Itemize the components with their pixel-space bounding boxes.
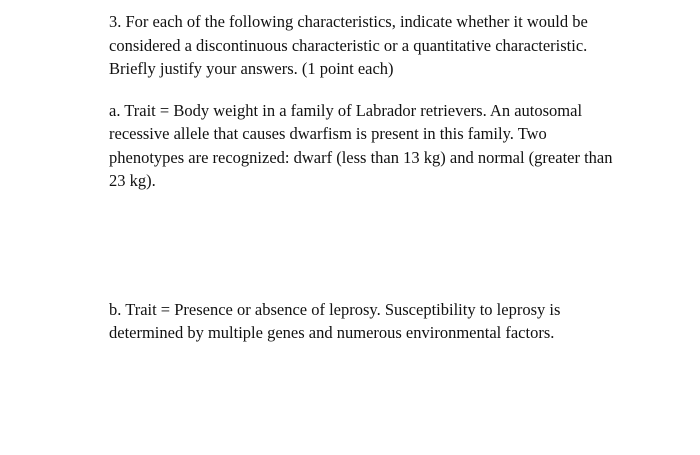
- question-line: 3. For each of the following characteristics, indicate whether it would be: [109, 12, 588, 31]
- question-line: considered a discontinuous characteristic or a quantitative characteristic.: [109, 35, 588, 55]
- part-a-text: [109, 99, 669, 193]
- part-a-line: recessive allele that causes dwarfism is present in this family. Two: [109, 124, 547, 143]
- part-a-line: phenotypes are recognized: dwarf (less than 13 kg) and normal (greater than: [109, 147, 613, 167]
- part-a-line: a. Trait = Body weight in a family of Labrador retrievers. An autosomal: [109, 100, 583, 120]
- part-b-text: [109, 298, 669, 345]
- document-body: [109, 10, 669, 345]
- question-line: Briefly justify your answers. (1 point each): [109, 59, 394, 78]
- part-b-line: determined by multiple genes and numerous environmental factors.: [109, 323, 555, 342]
- part-a-line: 23 kg).: [109, 171, 156, 190]
- question-3-prompt: [109, 10, 669, 81]
- part-b-line: b. Trait = Presence or absence of leprosy. Susceptibility to leprosy is: [109, 299, 561, 319]
